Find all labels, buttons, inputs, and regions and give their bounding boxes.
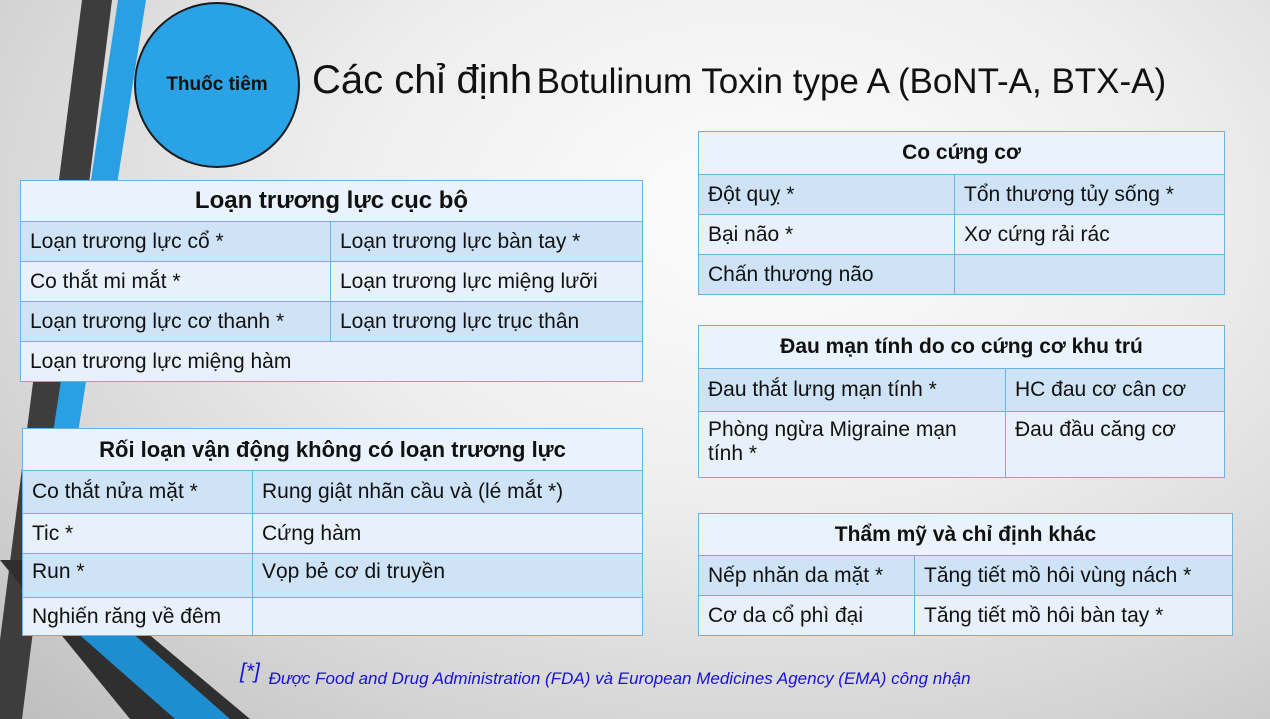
table-cell xyxy=(955,255,1225,295)
table-cell: Cứng hàm xyxy=(253,514,643,554)
table-cell: Loạn trương lực cơ thanh * xyxy=(21,302,331,342)
table-cell: Co thắt nửa mặt * xyxy=(23,471,253,514)
movement-disorders-table xyxy=(22,428,643,636)
table-cell: Tăng tiết mồ hôi bàn tay * xyxy=(915,596,1233,636)
table-cell: Run * xyxy=(23,554,253,598)
table-header: Co cứng cơ xyxy=(699,132,1225,175)
table-cell: Đau đầu căng cơ xyxy=(1006,412,1225,478)
table-cell: Loạn trương lực trục thân xyxy=(331,302,643,342)
spasticity-table xyxy=(698,131,1225,295)
table-header: Thẩm mỹ và chỉ định khác xyxy=(699,514,1233,556)
chronic-pain-table xyxy=(698,325,1225,478)
table-cell: Đột quỵ * xyxy=(699,175,955,215)
table-cell: Xơ cứng rải rác xyxy=(955,215,1225,255)
table-cell: Loạn trương lực miệng lưỡi xyxy=(331,262,643,302)
table-cell: Loạn trương lực bàn tay * xyxy=(331,222,643,262)
title-part2: Botulinum Toxin type A (BoNT-A, BTX-A) xyxy=(536,62,1167,101)
table-header: Loạn trương lực cục bộ xyxy=(21,181,643,222)
table-cell: Cơ da cổ phì đại xyxy=(699,596,915,636)
table-header: Rối loạn vận động không có loạn trương lực xyxy=(23,429,643,471)
table-cell: Loạn trương lực miệng hàm xyxy=(21,342,643,382)
table-cell: Chấn thương não xyxy=(699,255,955,295)
table-cell: Tổn thương tủy sống * xyxy=(955,175,1225,215)
table-cell xyxy=(253,598,643,636)
injection-badge: Thuốc tiêm xyxy=(134,2,300,168)
table-cell: Tic * xyxy=(23,514,253,554)
footnote-text: Được Food and Drug Administration (FDA) và European Medicines Agency (EMA) công nhận xyxy=(268,669,971,688)
table-cell: Rung giật nhãn cầu và (lé mắt *) xyxy=(253,471,643,514)
table-cell: Đau thắt lưng mạn tính * xyxy=(699,369,1006,412)
title-part1: Các chỉ định xyxy=(312,58,533,102)
table-cell: Nếp nhăn da mặt * xyxy=(699,556,915,596)
footnote-mark: [*] xyxy=(240,660,260,683)
table-cell: Tăng tiết mồ hôi vùng nách * xyxy=(915,556,1233,596)
table-cell: Vọp bẻ cơ di truyền xyxy=(253,554,643,598)
footnote xyxy=(240,660,971,690)
table-header: Đau mạn tính do co cứng cơ khu trú xyxy=(699,326,1225,369)
table-cell: Nghiến răng về đêm xyxy=(23,598,253,636)
focal-dystonia-table xyxy=(20,180,643,382)
page-title xyxy=(312,58,1166,103)
table-cell: Co thắt mi mắt * xyxy=(21,262,331,302)
table-cell: HC đau cơ cân cơ xyxy=(1006,369,1225,412)
table-cell: Bại não * xyxy=(699,215,955,255)
table-cell: Phòng ngừa Migraine mạn tính * xyxy=(699,412,1006,478)
table-cell: Loạn trương lực cổ * xyxy=(21,222,331,262)
cosmetic-table xyxy=(698,513,1233,636)
